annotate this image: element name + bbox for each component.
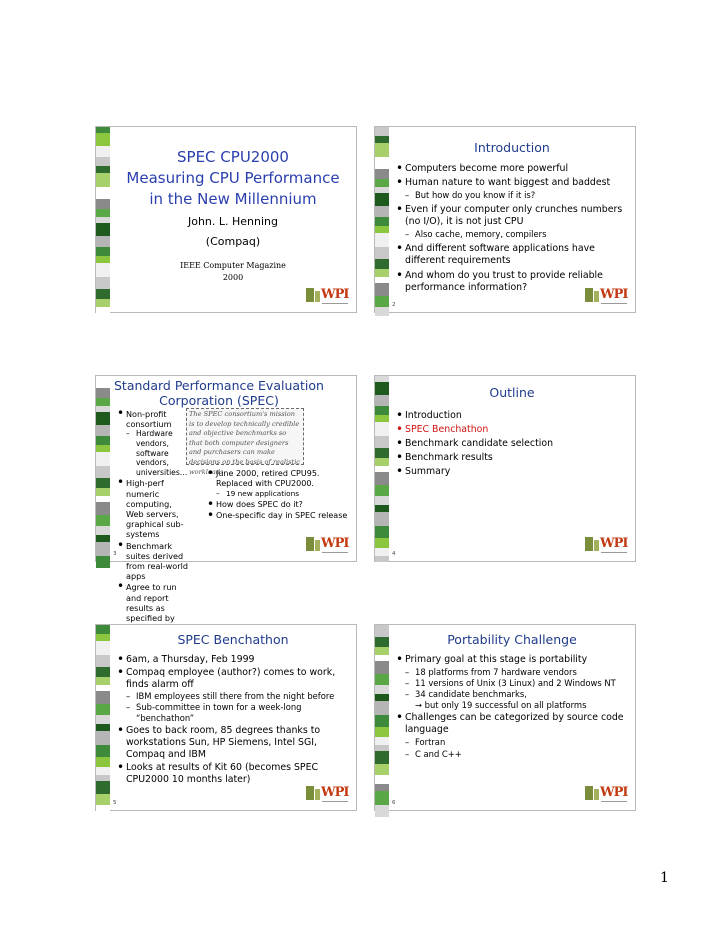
slide-1-title: SPEC CPU2000 Measuring CPU Performance in the New Millennium: [126, 148, 340, 208]
outline-item: • Summary: [395, 465, 631, 479]
bar-segment: [96, 634, 110, 641]
bar-segment: [375, 625, 389, 637]
slide-3-left-column: [116, 409, 192, 644]
bullet: • Benchmark suites derived from real-world apps: [116, 541, 192, 582]
bar-segment: [96, 724, 110, 731]
bar-segment: [96, 526, 110, 535]
sub-bullet: – IBM employees still there from the night before: [116, 691, 352, 702]
bar-segment: [375, 805, 389, 817]
bar-segment: [375, 701, 389, 715]
bar-segment: [96, 157, 110, 166]
bar-segment: [96, 625, 110, 634]
page-number: 1: [660, 870, 669, 886]
bar-segment: [96, 478, 110, 488]
bar-segment: [96, 677, 110, 685]
bullet: • And whom do you trust to provide reliable performance information?: [395, 270, 631, 294]
bar-segment: [96, 436, 110, 445]
slide-3-title: Standard Performance Evaluation Corporation (SPEC): [114, 378, 324, 408]
slide-number: 2: [392, 302, 396, 308]
bar-segment: [96, 425, 110, 436]
bar-segment: [375, 127, 389, 136]
bar-segment: [96, 307, 110, 313]
bullet: • Agree to run and report results as specified by: [116, 582, 192, 643]
bar-segment: [96, 199, 110, 209]
bar-segment: [375, 169, 389, 179]
bar-segment: [375, 538, 389, 548]
bar-segment: [96, 655, 110, 667]
bar-segment: [375, 548, 389, 556]
sub-bullet: – But how do you know if it is?: [395, 190, 631, 201]
wpi-logo: WPI: [306, 288, 350, 306]
bullet: • Computers become more powerful: [395, 163, 631, 175]
year: 2000: [222, 273, 244, 282]
bar-segment: [375, 674, 389, 685]
wpi-logo: WPI: [306, 537, 350, 555]
bar-segment: [375, 505, 389, 512]
bar-segment: [375, 436, 389, 448]
bar-segment: [96, 667, 110, 677]
bar-segment: [96, 757, 110, 767]
bar-segment: [96, 535, 110, 542]
bar-segment: [375, 217, 389, 226]
bar-segment: [375, 637, 389, 647]
decorative-bar: [96, 376, 110, 561]
bar-segment: [375, 143, 389, 157]
bar-segment: [375, 307, 389, 316]
slide-3-right-column: [206, 469, 350, 521]
bar-segment: [96, 715, 110, 724]
slide-5-title: SPEC Benchathon: [177, 632, 289, 647]
bar-segment: [375, 269, 389, 277]
sub-bullet: – C and C++: [395, 749, 631, 760]
bar-segment: [375, 395, 389, 406]
mission-quote: The SPEC consortium's mission is to develop technically credible and objective benchmarks so that both computer designers and purchasers can make decisions on the basis of realistic workloads.: [186, 408, 304, 465]
slide-2: [374, 126, 636, 313]
arrow-line: → but only 19 successful on all platforms: [415, 700, 587, 710]
slide-5: [95, 624, 357, 811]
outline-item: • Benchmark candidate selection: [395, 437, 631, 451]
bar-segment: [96, 704, 110, 715]
bar-segment: [96, 223, 110, 236]
decorative-bar: [375, 376, 389, 561]
sub-bullet: – Hardware vendors, software vendors, universities…: [116, 429, 192, 477]
bar-segment: [96, 166, 110, 173]
bar-segment: [375, 382, 389, 395]
sub-bullet: – 11 versions of Unix (3 Linux) and 2 Windows NT: [395, 678, 631, 689]
bar-segment: [375, 556, 389, 562]
slide-6-title: Portability Challenge: [447, 632, 577, 647]
bar-segment: [375, 193, 389, 206]
slide-number: 4: [392, 551, 396, 557]
sub-bullet: – Also cache, memory, compilers: [395, 229, 631, 240]
bar-segment: [375, 751, 389, 764]
bar-segment: [375, 422, 389, 436]
bar-segment: [375, 415, 389, 422]
bar-segment: [375, 233, 389, 247]
bar-segment: [375, 496, 389, 505]
bar-segment: [96, 388, 110, 398]
sub-bullet: – 34 candidate benchmarks,: [395, 689, 631, 700]
affiliation: (Compaq): [205, 235, 261, 248]
bar-segment: [96, 236, 110, 247]
bar-segment: [375, 764, 389, 775]
outline-item: • Benchmark results: [395, 451, 631, 465]
bar-segment: [375, 715, 389, 727]
bar-segment: [375, 775, 389, 784]
bullet: • Compaq employee (author?) comes to work, finds alarm off: [116, 667, 352, 691]
bullet: • Non-profit consortium: [116, 409, 192, 429]
slide-2-body: [395, 163, 631, 294]
bar-segment: [96, 805, 110, 814]
decorative-bar: [96, 127, 110, 312]
outline-item-current: • SPEC Benchathon: [395, 423, 631, 437]
bar-segment: [375, 784, 389, 791]
bar-segment: [375, 526, 389, 538]
bar-segment: [96, 289, 110, 299]
bullet: • One-specific day in SPEC release: [206, 511, 350, 521]
decorative-bar: [375, 625, 389, 810]
bar-segment: [96, 542, 110, 556]
bar-segment: [375, 296, 389, 307]
bar-segment: [375, 259, 389, 269]
slide-3: [95, 375, 357, 624]
bullet: • High-perf numeric computing, Web servers, graphical sub-systems: [116, 478, 192, 539]
bar-segment: [96, 767, 110, 775]
bar-segment: [96, 173, 110, 187]
slide-4-title: Outline: [489, 385, 535, 400]
bullet: • Looks at results of Kit 60 (becomes SPEC CPU2000 10 months later): [116, 762, 352, 786]
bar-segment: [375, 179, 389, 187]
bar-segment: [375, 791, 389, 805]
slide-number: 3: [113, 551, 117, 557]
bar-segment: [375, 448, 389, 458]
outline-item: • Introduction: [395, 409, 631, 423]
sub-bullet: – Fortran: [395, 737, 631, 748]
wpi-logo: WPI: [585, 537, 629, 555]
bar-segment: [375, 727, 389, 737]
bar-segment: [375, 157, 389, 169]
bar-segment: [96, 445, 110, 452]
bar-segment: [375, 661, 389, 674]
bullet: • Human nature to want biggest and baddest: [395, 177, 631, 189]
bar-segment: [375, 472, 389, 485]
slide-4: [374, 375, 636, 562]
bar-segment: [96, 376, 110, 388]
bar-segment: [375, 737, 389, 745]
decorative-bar: [96, 625, 110, 810]
bar-segment: [375, 685, 389, 694]
bar-segment: [96, 263, 110, 277]
author: John. L. Henning: [187, 215, 279, 228]
bar-segment: [375, 512, 389, 526]
bar-segment: [96, 187, 110, 199]
bar-segment: [96, 488, 110, 496]
bar-segment: [96, 398, 110, 406]
bar-segment: [96, 133, 110, 146]
slide-2-title: Introduction: [474, 140, 550, 155]
bar-segment: [96, 256, 110, 263]
bullet: • June 2000, retired CPU95. Replaced with CPU2000.: [206, 469, 350, 489]
bar-segment: [96, 412, 110, 425]
sub-bullet: – 19 new applications: [206, 489, 350, 499]
slide-1: [95, 126, 357, 313]
decorative-bar: [375, 127, 389, 312]
wpi-logo: WPI: [585, 288, 629, 306]
bar-segment: [96, 731, 110, 745]
slide-5-body: [116, 654, 352, 786]
bar-segment: [96, 556, 110, 568]
source: IEEE Computer Magazine: [180, 261, 286, 270]
bullet: • Even if your computer only crunches numbers (no I/O), it is not just CPU: [395, 204, 631, 228]
bar-segment: [96, 515, 110, 526]
sub-bullet: – Sub-committee in town for a week-long “benchathon”: [116, 702, 352, 724]
bar-segment: [96, 794, 110, 805]
bar-segment: [375, 458, 389, 466]
bar-segment: [96, 466, 110, 478]
bar-segment: [96, 209, 110, 217]
bar-segment: [375, 206, 389, 217]
bar-segment: [375, 406, 389, 415]
bullet: • Challenges can be categorized by source code language: [395, 712, 631, 736]
bar-segment: [96, 691, 110, 704]
bullet: • How does SPEC do it?: [206, 500, 350, 510]
bar-segment: [96, 452, 110, 466]
bar-segment: [375, 485, 389, 496]
wpi-logo: WPI: [585, 786, 629, 804]
bar-segment: [375, 247, 389, 259]
wpi-logo: WPI: [306, 786, 350, 804]
bullet: • Goes to back room, 85 degrees thanks to workstations Sun, HP Siemens, Intel SGI, Compaq and IBM: [116, 725, 352, 761]
bar-segment: [375, 647, 389, 655]
bar-segment: [96, 745, 110, 757]
slide-6: [374, 624, 636, 811]
bar-segment: [375, 283, 389, 296]
bar-segment: [375, 226, 389, 233]
bar-segment: [96, 146, 110, 157]
bar-segment: [375, 694, 389, 701]
bullet: • 6am, a Thursday, Feb 1999: [116, 654, 352, 666]
bar-segment: [96, 299, 110, 307]
outline-list: [395, 409, 631, 479]
slide-number: 6: [392, 800, 396, 806]
bar-segment: [96, 277, 110, 289]
bar-segment: [96, 247, 110, 256]
bullet: • And different software applications have different requirements: [395, 243, 631, 267]
bar-segment: [96, 502, 110, 515]
slide-number: 5: [113, 800, 117, 806]
bar-segment: [96, 641, 110, 655]
bullet: • Primary goal at this stage is portability: [395, 654, 631, 666]
slide-6-body: [395, 654, 631, 760]
bar-segment: [375, 136, 389, 143]
sub-bullet: – 18 platforms from 7 hardware vendors: [395, 667, 631, 678]
bar-segment: [96, 781, 110, 794]
